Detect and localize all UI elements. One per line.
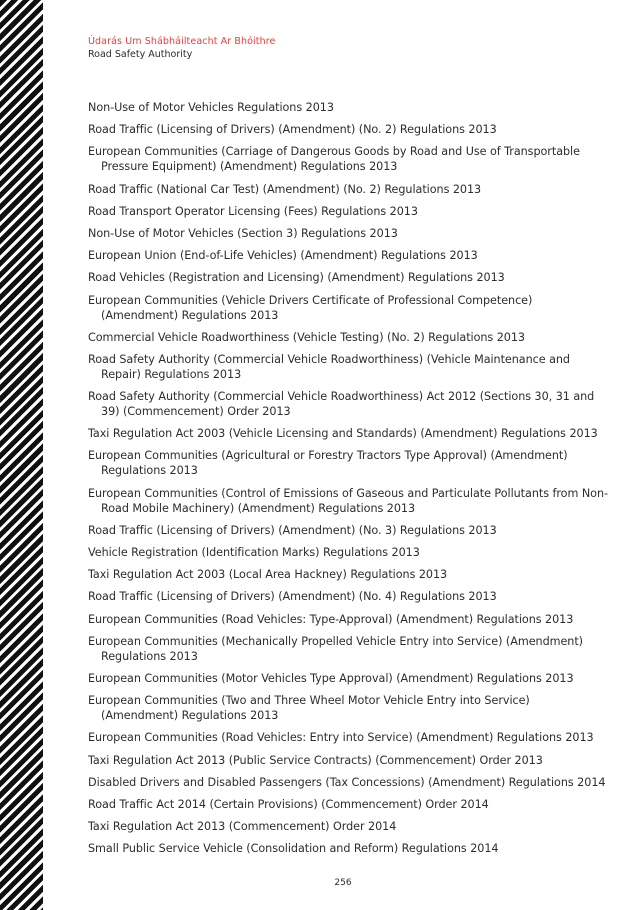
regulation-item: Road Vehicles (Registration and Licensing) (Amendment) Regulations 2013 xyxy=(88,271,505,285)
regulation-item: European Communities (Road Vehicles: Entry into Service) (Amendment) Regulations 2013 xyxy=(88,731,594,745)
document-header xyxy=(88,36,275,61)
regulation-item: Disabled Drivers and Disabled Passengers (Tax Concessions) (Amendment) Regulations 2014 xyxy=(88,775,606,789)
regulation-item: Commercial Vehicle Roadworthiness (Vehicle Testing) (No. 2) Regulations 2013 xyxy=(88,330,525,344)
regulation-item: European Communities (Motor Vehicles Type Approval) (Amendment) Regulations 2013 xyxy=(88,671,574,685)
regulation-item: Taxi Regulation Act 2003 (Local Area Hackney) Regulations 2013 xyxy=(88,568,448,582)
regulation-item: Non-Use of Motor Vehicles (Section 3) Regulations 2013 xyxy=(88,226,398,240)
regulation-item: Taxi Regulation Act 2013 (Public Service Contracts) (Commencement) Order 2013 xyxy=(88,753,543,767)
regulation-item: European Communities (Mechanically Propelled Vehicle Entry into Service) (Amendment) Regulations 2013 xyxy=(88,634,583,663)
regulation-item: Taxi Regulation Act 2013 (Commencement) Order 2014 xyxy=(88,820,397,834)
regulation-item: Road Transport Operator Licensing (Fees) Regulations 2013 xyxy=(88,204,418,218)
regulation-item: European Union (End-of-Life Vehicles) (Amendment) Regulations 2013 xyxy=(88,249,478,263)
regulation-item: European Communities (Control of Emissions of Gaseous and Particulate Pollutants from Non-Road Mobile Machinery) (Amendment) Regulations 2013 xyxy=(88,486,608,515)
regulations-list xyxy=(88,100,608,863)
regulation-item: European Communities (Agricultural or Forestry Tractors Type Approval) (Amendment) Regulations 2013 xyxy=(88,449,568,478)
regulation-item: Road Traffic (National Car Test) (Amendment) (No. 2) Regulations 2013 xyxy=(88,182,482,196)
regulation-item: European Communities (Road Vehicles: Type-Approval) (Amendment) Regulations 2013 xyxy=(88,612,574,626)
regulation-item: European Communities (Carriage of Dangerous Goods by Road and Use of Transportable Pressure Equipment) (Amendment) Regulations 2013 xyxy=(88,145,580,174)
regulation-item: Vehicle Registration (Identification Marks) Regulations 2013 xyxy=(88,546,420,559)
page-number: 256 xyxy=(334,878,352,888)
regulation-item: Taxi Regulation Act 2003 (Vehicle Licensing and Standards) (Amendment) Regulations 2013 xyxy=(88,427,598,441)
regulation-item: Road Traffic (Licensing of Drivers) (Amendment) (No. 2) Regulations 2013 xyxy=(88,123,497,137)
regulation-item: European Communities (Vehicle Drivers Certificate of Professional Competence) (Amendment) Regulations 2013 xyxy=(88,293,533,322)
regulation-item: Non-Use of Motor Vehicles Regulations 2013 xyxy=(88,101,334,114)
regulation-item: Road Traffic (Licensing of Drivers) (Amendment) (No. 4) Regulations 2013 xyxy=(88,590,497,604)
regulation-item: Road Traffic Act 2014 (Certain Provisions) (Commencement) Order 2014 xyxy=(88,797,489,811)
regulation-item: Road Safety Authority (Commercial Vehicle Roadworthiness) Act 2012 (Sections 30, 31 and 39) (Commencement) Order 2013 xyxy=(88,390,595,419)
regulation-item: European Communities (Two and Three Wheel Motor Vehicle Entry into Service) (Amendment) Regulations 2013 xyxy=(88,694,530,723)
organization-name-english: Road Safety Authority xyxy=(88,49,193,60)
regulation-item: Road Safety Authority (Commercial Vehicle Roadworthiness) (Vehicle Maintenance and Repair) Regulations 2013 xyxy=(88,352,570,381)
organization-name-irish: Údarás Um Shábháilteacht Ar Bhóithre xyxy=(88,36,276,47)
decorative-stripe-bar xyxy=(0,0,43,910)
regulation-item: Road Traffic (Licensing of Drivers) (Amendment) (No. 3) Regulations 2013 xyxy=(88,523,497,537)
regulation-item: Small Public Service Vehicle (Consolidation and Reform) Regulations 2014 xyxy=(88,842,499,856)
